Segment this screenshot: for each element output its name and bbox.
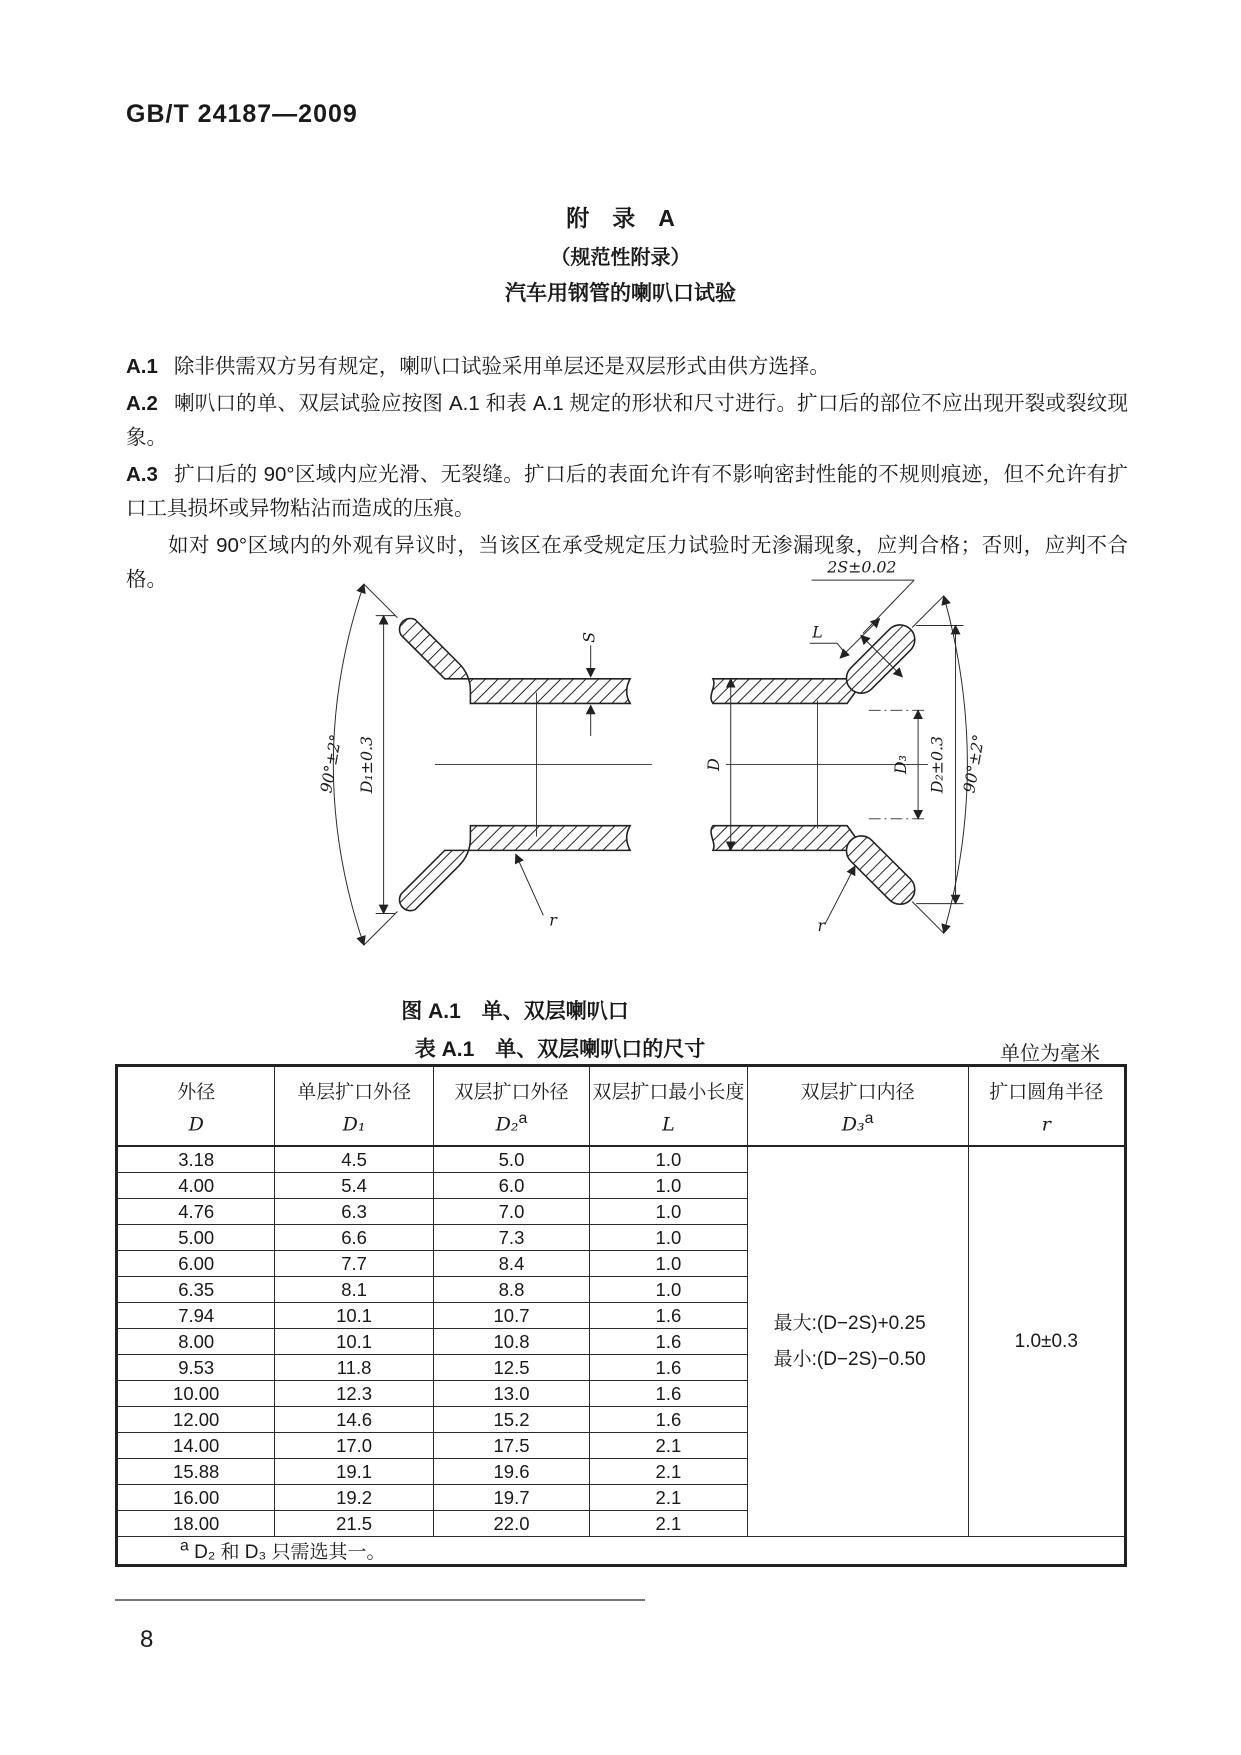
- size-table-footer: [117, 1537, 1126, 1566]
- table-cell: 19.1: [275, 1459, 433, 1485]
- unit-note: 单位为毫米: [1000, 1043, 1100, 1065]
- r-value-cell: 1.0±0.3: [968, 1146, 1125, 1537]
- table-cell: 22.0: [433, 1511, 589, 1537]
- table-cell: 16.00: [117, 1485, 275, 1511]
- dim-label-angle-right: 90°±2°: [959, 732, 989, 795]
- standard-number: GB/T 24187—2009: [126, 100, 358, 128]
- table-cell: 12.5: [433, 1355, 589, 1381]
- table-cell: 1.6: [590, 1329, 747, 1355]
- appendix-heading: 汽车用钢管的喇叭口试验: [505, 282, 736, 305]
- figure-a1: [285, 552, 995, 992]
- page-number: 8: [140, 1626, 154, 1653]
- table-cell: 12.00: [117, 1407, 275, 1433]
- table-cell: 9.53: [117, 1355, 275, 1381]
- table-cell: 19.2: [275, 1485, 433, 1511]
- table-cell: 10.00: [117, 1381, 275, 1407]
- col-symbol: D₂: [495, 1113, 519, 1136]
- table-cell: 18.00: [117, 1511, 275, 1537]
- table-row: [117, 1146, 1126, 1173]
- table-cell: 10.1: [275, 1303, 433, 1329]
- clause-text: 喇叭口的单、双层试验应按图 A.1 和表 A.1 规定的形状和尺寸进行。扩口后的部位不应出现开裂或裂纹现象。: [126, 392, 1128, 449]
- dim-label-l: L: [812, 622, 823, 642]
- table-cell: 1.0: [590, 1251, 747, 1277]
- dim-label-r-left: r: [549, 910, 557, 930]
- table-cell: 6.3: [275, 1199, 433, 1225]
- dim-label-d1: D₁±0.3: [356, 735, 376, 794]
- appendix-title: 附 录 A: [566, 205, 675, 231]
- table-cell: 1.0: [590, 1173, 747, 1199]
- table-cell: 8.4: [433, 1251, 589, 1277]
- table-cell: 8.00: [117, 1329, 275, 1355]
- table-cell: 10.8: [433, 1329, 589, 1355]
- paragraph-a3: [126, 458, 1128, 526]
- table-header: [117, 1066, 1126, 1147]
- col-header-text: 双层扩口内径: [800, 1082, 915, 1104]
- table-cell: 1.0: [590, 1277, 747, 1303]
- col-header-outer-diameter: [117, 1066, 275, 1147]
- clause-text: 扩口后的 90°区域内应光滑、无裂缝。扩口后的表面允许有不影响密封性能的不规则痕迹，但不允许有扩口工具损坏或异物粘沾而造成的压痕。: [126, 463, 1128, 520]
- table-cell: 19.6: [433, 1459, 589, 1485]
- col-header-text: 双层扩口外径: [454, 1082, 569, 1104]
- col-symbol: D: [188, 1113, 204, 1136]
- table-cell: 14.6: [275, 1407, 433, 1433]
- table-cell: 8.8: [433, 1277, 589, 1303]
- col-header-text: 扩口圆角半径: [989, 1082, 1104, 1104]
- table-cell: 1.0: [590, 1146, 747, 1173]
- col-header-text: 单层扩口外径: [297, 1082, 412, 1104]
- col-sup: a: [864, 1110, 874, 1128]
- table-cell: 17.5: [433, 1433, 589, 1459]
- col-symbol: L: [662, 1113, 675, 1136]
- dim-label-s: S: [579, 631, 599, 643]
- paragraph-a2: [126, 387, 1128, 455]
- col-header-text: 外径: [177, 1082, 216, 1104]
- dim-label-2s: 2S±0.02: [827, 557, 897, 577]
- table-cell: 1.0: [590, 1199, 747, 1225]
- table-cell: 7.0: [433, 1199, 589, 1225]
- table-footnote: [117, 1537, 1126, 1566]
- clause-text: 如对 90°区域内的外观有异议时，当该区在承受规定压力试验时无渗漏现象，应判合格；否则，应判不合格。: [126, 534, 1128, 591]
- dim-label-d3: D₃: [891, 755, 911, 775]
- clause-label: A.3: [126, 463, 158, 486]
- table-cell: 6.0: [433, 1173, 589, 1199]
- footnote-marker: a: [180, 1537, 189, 1555]
- footnote-text: D₂ 和 D₃ 只需选其一。: [194, 1542, 386, 1563]
- paragraph-a1: [126, 350, 1128, 384]
- table-cell: 1.6: [590, 1407, 747, 1433]
- col-header-corner-radius: [968, 1066, 1125, 1147]
- table-cell: 11.8: [275, 1355, 433, 1381]
- col-header-text: 双层扩口最小长度: [592, 1082, 745, 1104]
- table-cell: 1.6: [590, 1355, 747, 1381]
- scan-artifact-line: [115, 1599, 645, 1601]
- table-cell: 2.1: [590, 1433, 747, 1459]
- table-cell: 4.76: [117, 1199, 275, 1225]
- size-table-body: [117, 1146, 1126, 1537]
- table-cell: 2.1: [590, 1511, 747, 1537]
- flare-size-table: [115, 1064, 1127, 1567]
- table-cell: 10.1: [275, 1329, 433, 1355]
- col-sup: a: [518, 1110, 528, 1128]
- table-cell: 17.0: [275, 1433, 433, 1459]
- table-cell: 15.2: [433, 1407, 589, 1433]
- col-symbol: D₃: [841, 1113, 865, 1136]
- col-header-min-length: [590, 1066, 747, 1147]
- table-cell: 19.7: [433, 1485, 589, 1511]
- clause-label: A.1: [126, 355, 158, 378]
- table-cell: 6.00: [117, 1251, 275, 1277]
- table-cell: 2.1: [590, 1485, 747, 1511]
- table-cell: 7.3: [433, 1225, 589, 1251]
- table-cell: 6.6: [275, 1225, 433, 1251]
- table-cell: 5.0: [433, 1146, 589, 1173]
- table-cell: 6.35: [117, 1277, 275, 1303]
- table-cell: 15.88: [117, 1459, 275, 1485]
- table-cell: 10.7: [433, 1303, 589, 1329]
- table-cell: 1.6: [590, 1381, 747, 1407]
- dim-label-r-right: r: [817, 916, 826, 936]
- clause-label: A.2: [126, 392, 158, 415]
- col-header-double-flare-od: [433, 1066, 589, 1147]
- footnote-row: [117, 1537, 1126, 1566]
- figure-caption: 图 A.1 单、双层喇叭口: [401, 1000, 629, 1023]
- table-cell: 7.7: [275, 1251, 433, 1277]
- table-cell: 12.3: [275, 1381, 433, 1407]
- clause-text: 除非供需双方另有规定，喇叭口试验采用单层还是双层形式由供方选择。: [173, 355, 830, 378]
- table-caption: 表 A.1 单、双层喇叭口的尺寸: [414, 1038, 706, 1061]
- single-layer-flare-drawing: [316, 584, 651, 945]
- col-symbol: D₁: [342, 1113, 366, 1136]
- table-cell: 21.5: [275, 1511, 433, 1537]
- table-cell: 7.94: [117, 1303, 275, 1329]
- table-cell: 13.0: [433, 1381, 589, 1407]
- table-cell: 2.1: [590, 1459, 747, 1485]
- dim-label-d: D: [703, 758, 723, 771]
- table-cell: 4.00: [117, 1173, 275, 1199]
- table-cell: 8.1: [275, 1277, 433, 1303]
- figure-a1-diagram: [285, 552, 995, 987]
- appendix-subtitle: （规范性附录）: [550, 247, 691, 269]
- table-cell: 5.4: [275, 1173, 433, 1199]
- dim-label-d2: D₂±0.3: [927, 735, 947, 794]
- col-header-single-flare-od: [275, 1066, 433, 1147]
- col-header-double-flare-id: [747, 1066, 968, 1147]
- table-cell: 1.0: [590, 1225, 747, 1251]
- double-layer-flare-drawing: [704, 557, 988, 935]
- table-cell: 1.6: [590, 1303, 747, 1329]
- table-cell: 5.00: [117, 1225, 275, 1251]
- col-symbol: r: [1041, 1113, 1051, 1136]
- table-cell: 4.5: [275, 1146, 433, 1173]
- table-cell: 3.18: [117, 1146, 275, 1173]
- dim-label-angle-left: 90°±2°: [316, 732, 346, 795]
- table-cell: 14.00: [117, 1433, 275, 1459]
- d3-formula-cell: 最大:(D−2S)+0.25 最小:(D−2S)−0.50: [747, 1146, 968, 1537]
